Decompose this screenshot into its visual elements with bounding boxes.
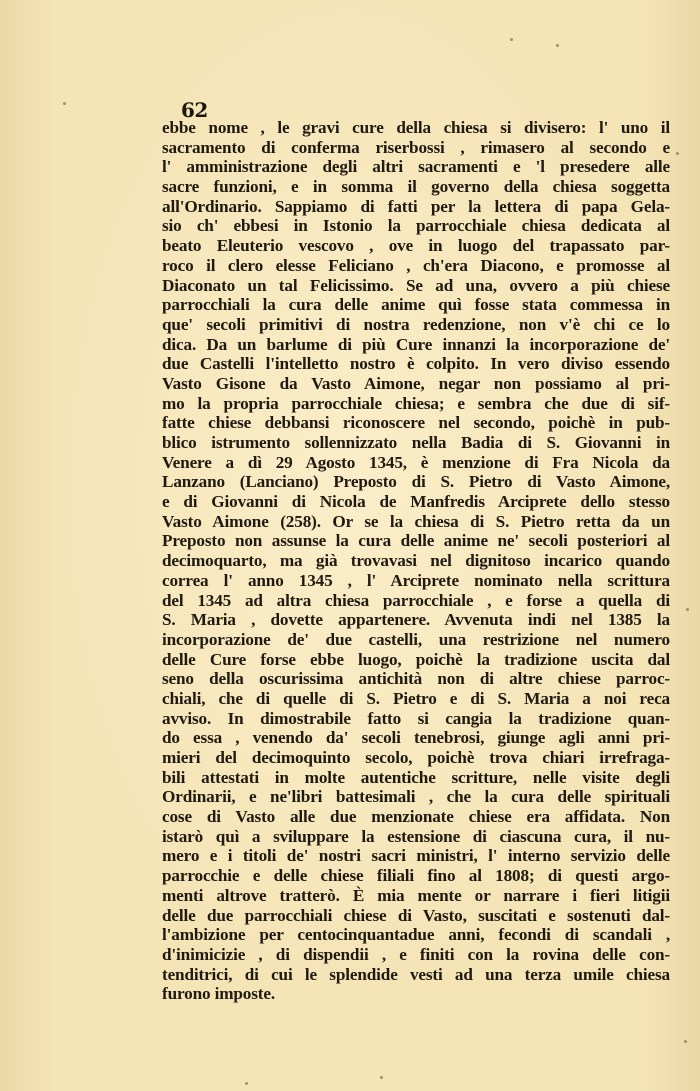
text-line: l' amministrazione degli altri sacramenti e 'l presedere alle (162, 157, 670, 177)
text-line: del 1345 ad altra chiesa parrocchiale , e forse a quella di (162, 590, 670, 610)
paper-speck (510, 38, 513, 41)
text-line: all'Ordinario. Sappiamo di fatti per la lettera di papa Gela- (162, 196, 670, 216)
text-line: furono imposte. (162, 984, 275, 1004)
paper-speck (380, 1076, 383, 1079)
text-line: blico istrumento sollennizzato nella Badia di S. Giovanni in (162, 433, 670, 452)
text-line: e di Giovanni di Nicola de Manfredis Arciprete dello stesso (162, 492, 670, 512)
text-line: sacre funzioni, e in somma il governo della chiesa soggetta (162, 177, 670, 197)
paper-speck (684, 1040, 687, 1043)
text-line: que' secoli primitivi di nostra redenzione, non v'è chi ce lo (162, 314, 670, 334)
text-line: sio ch' ebbesi in Istonio la parrocchiale chiesa dedicata al (162, 216, 670, 236)
text-line: S. Maria , dovette appartenere. Avvenuta indi nel 1385 la (162, 610, 670, 630)
text-line: Lanzano (Lanciano) Preposto di S. Pietro di Vasto Aimone, (162, 472, 670, 492)
text-line: decimoquarto, ma già trovavasi nel dignitoso incarico quando (162, 551, 670, 571)
text-line: roco il clero elesse Feliciano , ch'era Diacono, e promosse al (162, 255, 670, 275)
text-line: Diaconato un tal Felicissimo. Se ad una, ovvero a più chiese (162, 275, 670, 295)
text-line: parrocchie e delle chiese filiali fino al 1808; di questi argo- (162, 866, 670, 886)
text-line: menti altrove tratterò. È mia mente or narrare i fieri litigii (162, 885, 670, 905)
text-line: due Castelli l'intelletto nostro è colpito. In vero diviso essendo (162, 354, 670, 374)
text-line: Ordinarii, e ne'libri battesimali , che la cura delle spirituali (162, 787, 670, 807)
paper-speck (556, 44, 559, 47)
text-line: avviso. In dimostrabile fatto si cangia la tradizione quan- (162, 708, 670, 728)
text-line: dica. Da un barlume di più Cure innanzi la incorporazione de' (162, 334, 670, 354)
text-line: seno della oscurissima antichità non di altre chiese parroc- (162, 669, 670, 689)
text-line: sacramento di conferma riserbossi , rimasero al secondo e (162, 137, 670, 157)
text-line: cose di Vasto alle due menzionate chiese era affidata. Non (162, 807, 670, 827)
page-number: 62 (181, 98, 208, 122)
paper-speck (63, 102, 66, 105)
paper-speck (245, 1082, 248, 1085)
text-line: chiali, che di quelle di S. Pietro e di S. Maria a noi reca (162, 688, 670, 708)
text-line: fatte chiese debbansi riconoscere nel secondo, poichè in pub- (162, 413, 670, 433)
text-line: bili attestati in molte autentiche scritture, nelle visite degli (162, 767, 670, 787)
text-line: beato Eleuterio vescovo , ove in luogo del trapassato par- (162, 236, 670, 256)
text-line: mero e i titoli de' nostri sacri ministri, l' interno servizio delle (162, 846, 670, 866)
text-line: Preposto non assunse la cura delle anime ne' secoli posteriori al (162, 531, 670, 551)
text-line: incorporazione de' due castelli, una restrizione nel numero (162, 629, 670, 649)
paper-speck (676, 152, 679, 155)
text-line: d'inimicizie , di dispendii , e finiti con la rovina delle con- (162, 944, 670, 964)
text-line: Venere a dì 29 Agosto 1345, è menzione di Fra Nicola da (162, 452, 670, 472)
text-line: istarò quì a sviluppare la estensione di ciascuna cura, il nu- (162, 826, 670, 846)
text-line: parrocchiali la cura delle anime quì fosse stata commessa in (162, 295, 670, 315)
text-line: do essa , venendo da' secoli tenebrosi, giunge agli anni pri- (162, 728, 670, 748)
text-line: Vasto Aimone (258). Or se la chiesa di S. Pietro retta da un (162, 511, 670, 531)
paper-speck (686, 608, 689, 611)
text-line: tenditrici, di cui le splendide vesti ad una terza umile chiesa (162, 964, 670, 984)
body-text (162, 118, 670, 1004)
text-line: mo la propria parrocchiale chiesa; e sembra che due di sif- (162, 393, 670, 413)
text-line: ebbe nome , le gravi cure della chiesa si divisero: l' uno il (162, 118, 670, 137)
text-line: Vasto Gisone da Vasto Aimone, negar non possiamo al pri- (162, 373, 670, 393)
text-line: delle Cure forse ebbe luogo, poichè la tradizione uscita dal (162, 649, 670, 669)
text-line: mieri del decimoquinto secolo, poichè trova chiari irrefraga- (162, 748, 670, 767)
text-line: correa l' anno 1345 , l' Arciprete nominato nella scrittura (162, 570, 670, 590)
text-line: l'ambizione per centocinquantadue anni, fecondi di scandali , (162, 925, 670, 945)
text-line: delle due parrocchiali chiese di Vasto, suscitati e sostenuti dal- (162, 905, 670, 925)
